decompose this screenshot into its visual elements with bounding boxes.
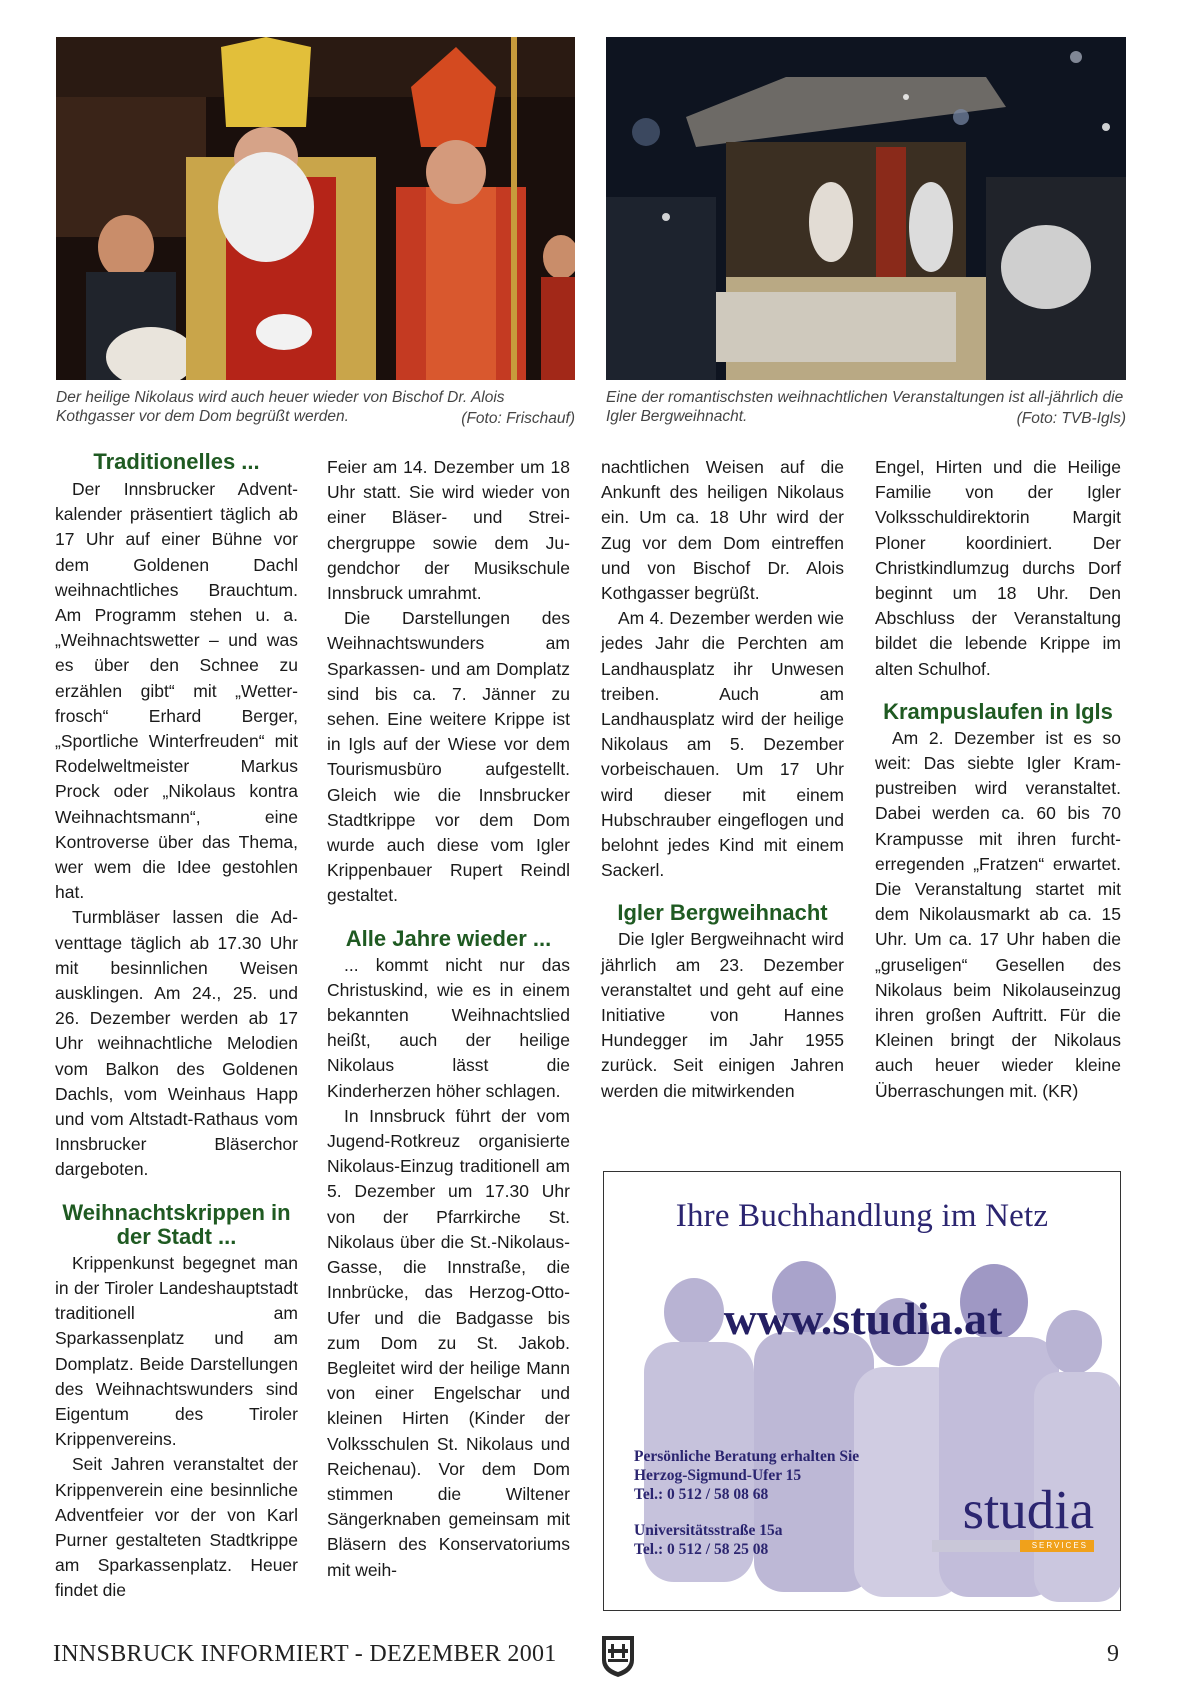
heading-traditionelles: Traditionelles ... <box>93 449 260 474</box>
paragraph: ... kommt nicht nur das Christuskind, wie es in einem bekannten Weihnachtslied heißt, auch der heilige Nikolaus lässt die Kinderherzen höher schlagen. <box>327 954 570 1101</box>
photo-left-caption <box>56 388 575 428</box>
ad-contact-line: Tel.: 0 512 / 58 08 68 <box>634 1486 769 1503</box>
ad-url[interactable]: www.studia.at <box>723 1293 1003 1344</box>
paragraph: Die Igler Bergweihnacht wird jährlich am 23. Dezember veranstaltet und geht auf eine Initiative von Hannes Hundegger im Jahr 1955 zurück. Seit einigen Jahren werden die mitwirkenden <box>601 929 844 1101</box>
ad-contact-line: Universitätsstraße 15a <box>634 1522 783 1539</box>
ad-contact-line: Persönliche Beratung erhalten Sie <box>634 1448 860 1465</box>
photo-nikolaus-bishop <box>56 37 575 380</box>
article-column-4 <box>875 455 1121 1104</box>
photo-igler-bergweihnacht <box>606 37 1126 380</box>
article-column-2 <box>327 455 570 1583</box>
photo-right-credit: (Foto: TVB-Igls) <box>1016 410 1126 427</box>
article-column-1 <box>55 450 298 1604</box>
photo-left-caption-text: Der heilige Nikolaus wird auch heuer wieder von Bischof Dr. Alois Kothgasser vor dem Dom begrüßt werden. <box>56 389 505 425</box>
photo-left-credit: (Foto: Frischauf) <box>461 410 575 427</box>
paragraph: Die Darstellungen des Weihnachtswunders am Sparkassen- und am Domplatz sind bis ca. 7. Jänner zu sehen. Eine weitere Krippe ist in Igls auf der Wiese vor dem Tourismusbüro aufgestellt. Gleich wie die Innsbrucker Stadtkrippe vor dem Dom wurde auch diese vom Igler Krippenbauer Rupert Reindl gestaltet. <box>327 608 570 906</box>
paragraph: Feier am 14. Dezember um 18 Uhr statt. Sie wird wieder von einer Bläser- und Streichergruppe sowie dem Jugendchor der Musikschule Innsbruck umrahmt. <box>327 457 570 604</box>
studia-logo-bar <box>932 1540 1094 1552</box>
heading-weihnachtskrippen: Weihnachtskrippen in der Stadt ... <box>62 1199 291 1249</box>
heading-krampuslaufen: Krampuslaufen in Igls <box>883 698 1113 724</box>
ad-contact-line: Herzog-Sigmund-Ufer 15 <box>634 1467 802 1484</box>
paragraph: Turmbläser lassen die Adventtage täglich ab 17.30 Uhr mit besinnlichen Weisen ausklingen. Am 24., 25. und 26. Dezember werden ab 17 Uhr weihnachtliche Melodien vom Balkon des Goldenen Dachls, vom Weinhaus Happ und vom Altstadt-Rathaus vom Innsbrucker Bläserchor dargeboten. <box>55 907 298 1180</box>
paragraph: Engel, Hirten und die Heilige Familie von der Igler Volksschuldirektorin Margit Ploner koordiniert. Der Christkindlumzug durchs Dorf beginnt um 18 Uhr. Den Abschluss der Veranstaltung bildet die lebende Krippe im alten Schulhof. <box>875 457 1121 679</box>
innsbruck-crest-icon <box>600 1634 636 1678</box>
page-number: 9 <box>1107 1641 1119 1667</box>
paragraph: nachtlichen Weisen auf die Ankunft des heiligen Nikolaus ein. Um ca. 18 Uhr wird der Zug vor dem Dom eintreffen und von Bischof Dr. Alois Kothgasser begrüßt. <box>601 457 844 604</box>
photo-right-caption-text: Eine der romantischsten weihnachtlichen Veranstaltungen ist all-jährlich die Igler Bergweihnacht. <box>606 389 1124 425</box>
paragraph: Am 2. Dezember ist es so weit: Das siebte Igler Krampustreiben wird veranstaltet. Dabei werden ca. 60 bis 70 Krampusse mit ihren furchterregenden „Fratzen“ erwartet. Die Veranstaltung startet mit dem Nikolausmarkt ab ca. 15 Uhr. Um ca. 17 Uhr haben die „gruseligen“ Gesellen des Nikolaus beim Nikolauseinzug ihren großen Auftritt. Für die Kleinen bringt der Nikolaus auch heuer wieder kleine Überraschungen mit. (KR) <box>875 727 1121 1101</box>
article-column-3 <box>601 455 844 1104</box>
paragraph: Seit Jahren veranstaltet der Krippenverein eine besinnliche Adventfeier vor der von Karl Purner gestalteten Stadtkrippe am Sparkassenplatz. Heuer findet die <box>55 1454 298 1601</box>
studia-logo: studia <box>962 1479 1094 1540</box>
paragraph: In Innsbruck führt der vom Jugend-Rotkreuz organisierte Nikolaus-Einzug traditionell am 5. Dezember um 17.30 Uhr von der Pfarrkirche St. Nikolaus über die St.-Nikolaus-Gasse, die Innstraße, die Innbrücke, das Herzog-Otto-Ufer und die Badgasse bis zum Dom zu St. Jakob. Begleitet wird der heilige Mann von einer Engelschar und kleinen Hirten (Kinder der Volksschulen St. Nikolaus und Reichenau). Vor dem Dom stimmen die Wiltener Sängerknaben gemeinsam mit Bläsern des Konservatoriums mit weih- <box>327 1105 570 1580</box>
heading-igler-bergweihnacht: Igler Bergweihnacht <box>617 900 828 926</box>
footer-publication: INNSBRUCK INFORMIERT - DEZEMBER 2001 <box>53 1641 557 1667</box>
ad-title: Ihre Buchhandlung im Netz <box>675 1198 1049 1234</box>
paragraph: Krippenkunst begegnet man in der Tiroler Landeshauptstadt traditionell am Sparkassenplatz und am Domplatz. Beide Darstellungen des Weihnachtswunders sind Eigentum des Tiroler Krippenvereins. <box>55 1252 298 1450</box>
ad-contact-block <box>634 1447 859 1559</box>
studia-advertisement <box>603 1171 1121 1611</box>
ad-contact-line: Tel.: 0 512 / 58 25 08 <box>634 1541 769 1558</box>
paragraph: Der Innsbrucker Adventkalender präsentiert täglich ab 17 Uhr auf einer Bühne vor dem Goldenen Dachl weihnachtliches Brauchtum. Am Programm stehen u. a. „Weihnachtswetter – und was es über den Schnee zu erzählen gibt“ mit „Wetterfrosch“ Erhard Berger, „Sportliche Winterfreuden“ mit Rodelweltmeister Markus Prock oder „Nikolaus kontra Weihnachtsmann“, eine Kontroverse über das Thema, wer wem die Idee gestohlen hat. <box>55 479 298 903</box>
photo-right-caption <box>606 388 1126 428</box>
paragraph: Am 4. Dezember werden wie jedes Jahr die Perchten am Landhausplatz ihr Unwesen treiben. Auch am Landhausplatz wird der heilige Nikolaus am 5. Dezember vorbeischauen. Um 17 Uhr wird dieser mit einem Hubschrauber eingeflogen und belohnt jedes Kind mit einem Sackerl. <box>601 608 844 881</box>
heading-alle-jahre-wieder: Alle Jahre wieder ... <box>345 925 552 951</box>
studia-logo-sub: SERVICES <box>1031 1541 1088 1550</box>
